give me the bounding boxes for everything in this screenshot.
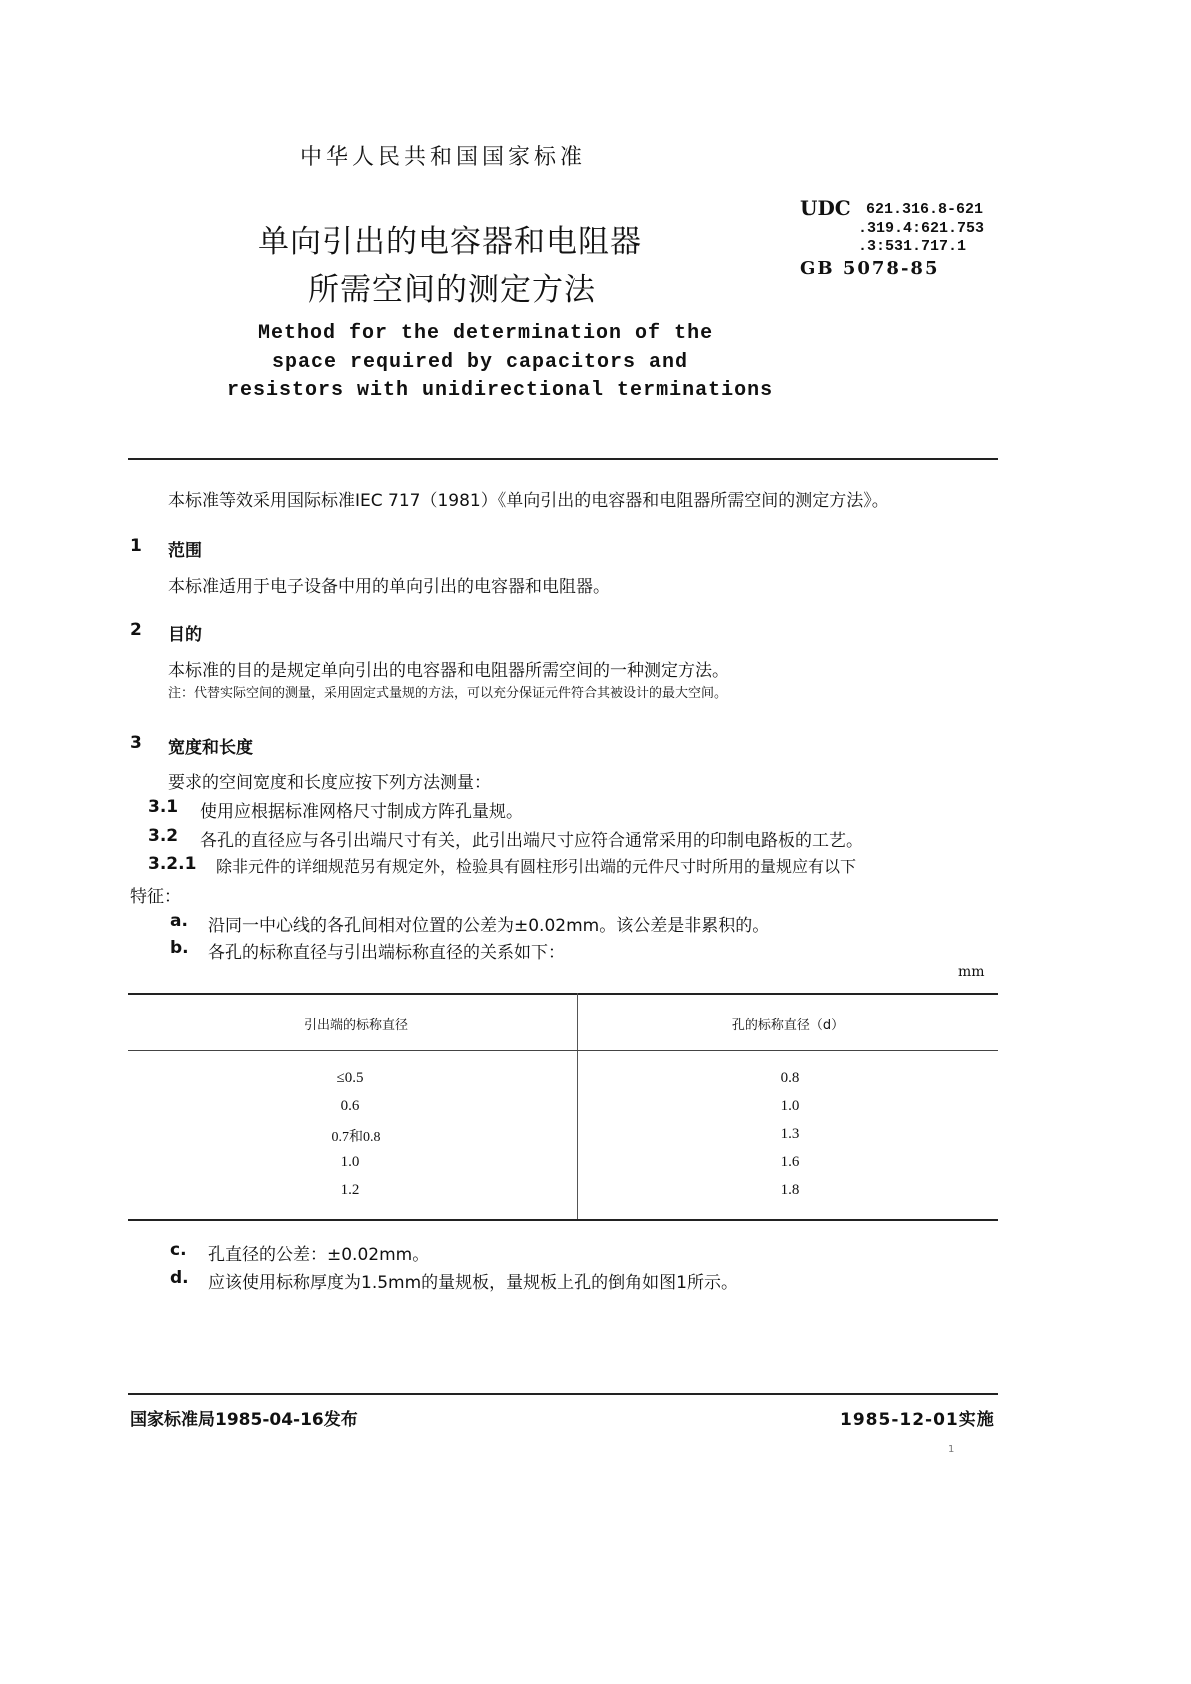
intro-text: 本标准等效采用国际标准IEC 717（1981）《单向引出的电容器和电阻器所需空间的测定方法》。 [168,491,889,511]
item-c-label: c. [170,1240,187,1260]
clause-3-2-1-text: 除非元件的详细规范另有规定外，检验具有圆柱形引出端的元件尺寸时所用的量规应有以下 [216,857,857,876]
udc-line1: 621.316.8-621 [866,201,984,218]
effective-date: 1985-12-01实施 [840,1410,995,1430]
clause-3-2-1-cont: 特征： [130,887,181,907]
section-3-text: 要求的空间宽度和长度应按下列方法测量： [168,773,491,793]
clause-3-2-number: 3.2 [148,826,179,846]
title-en-line2: space required by capacitors and [272,351,689,374]
section-3-number: 3 [130,733,142,753]
table-bottom-rule [128,1219,998,1221]
table-top-rule [128,993,998,995]
issued-date: 国家标准局1985-04-16发布 [130,1410,358,1430]
clause-3-2-text: 各孔的直径应与各引出端尺寸有关，此引出端尺寸应符合通常采用的印制电路板的工艺。 [200,831,863,851]
item-b-label: b. [170,938,189,958]
table-cell: 1.3 [780,1126,800,1142]
clause-3-1-number: 3.1 [148,797,179,817]
table-cell: 1.6 [780,1154,800,1170]
clause-3-1-text: 使用应根据标准网格尺寸制成方阵孔量规。 [200,802,523,822]
section-2-number: 2 [130,620,142,640]
table-cell: 0.8 [780,1070,800,1086]
footer-rule [128,1393,998,1395]
udc-label: UDC [800,196,851,220]
table-header-lead-diameter: 引出端的标称直径 [303,1018,408,1033]
item-d-text: 应该使用标称厚度为1.5mm的量规板，量规板上孔的倒角如图1所示。 [208,1273,738,1293]
title-en-line1: Method for the determination of the [258,322,714,345]
title-cn-line2: 所需空间的测定方法 [308,272,596,308]
gb-number: GB 5078-85 [800,258,940,279]
national-standard-header: 中华人民共和国国家标准 [300,145,587,170]
section-1-title: 范围 [168,541,202,561]
section-1-number: 1 [130,536,142,556]
section-2-title: 目的 [168,625,202,645]
section-1-text: 本标准适用于电子设备中用的单向引出的电容器和电阻器。 [168,577,610,597]
title-en-line3: resistors with unidirectional terminations [227,379,774,402]
table-cell: 0.6 [340,1098,360,1114]
table-unit: mm [958,964,985,980]
item-c-text: 孔直径的公差：±0.02mm。 [208,1245,430,1265]
section-3-title: 宽度和长度 [168,738,253,758]
page-number: 1 [948,1444,955,1455]
table-cell: 0.7和0.8 [331,1130,381,1145]
header-rule [128,458,998,460]
table-header-rule [128,1050,998,1051]
table-column-divider [577,993,578,1221]
section-2-note: 注：代替实际空间的测量，采用固定式量规的方法，可以充分保证元件符合其被设计的最大空间。 [168,686,728,701]
item-a-label: a. [170,911,188,931]
table-cell: 1.0 [780,1098,800,1114]
item-a-text: 沿同一中心线的各孔间相对位置的公差为±0.02mm。该公差是非累积的。 [208,916,770,936]
title-cn-line1: 单向引出的电容器和电阻器 [258,224,642,260]
item-d-label: d. [170,1268,189,1288]
clause-3-2-1-number: 3.2.1 [148,854,197,874]
table-cell: 1.2 [340,1182,360,1198]
item-b-text: 各孔的标称直径与引出端标称直径的关系如下： [208,943,565,963]
table-cell: 1.8 [780,1182,800,1198]
udc-line3: .3:531.717.1 [858,238,967,255]
udc-line2: .319.4:621.753 [858,220,985,237]
table-header-hole-diameter: 孔的标称直径（d） [731,1018,845,1033]
table-cell: 1.0 [340,1154,360,1170]
section-2-text: 本标准的目的是规定单向引出的电容器和电阻器所需空间的一种测定方法。 [168,661,729,681]
table-cell: ≤0.5 [336,1070,364,1086]
